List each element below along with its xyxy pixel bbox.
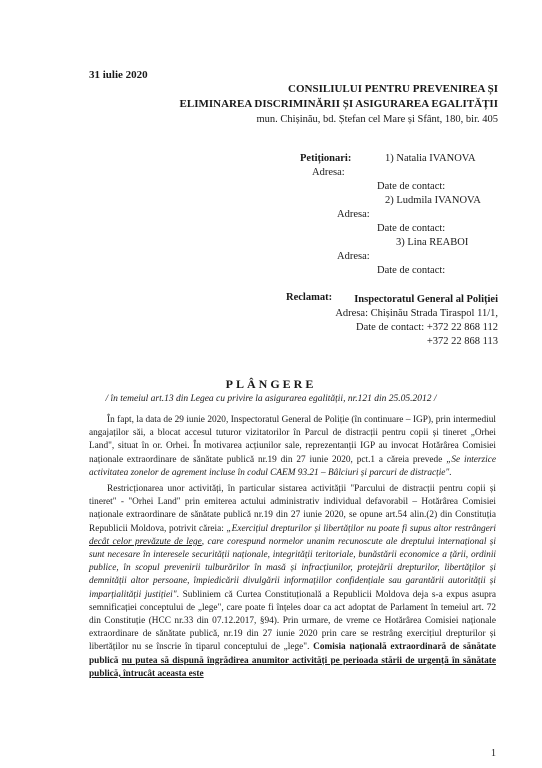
paragraph-2-text-2: . Subliniem că Curtea Constituțională a Republicii Moldova deja s-a expus asupra semnificației conceptului de „lege", care poate fi înțeles doar ca act adoptat de Parlament în temeiul art. 72 din Constituție (HCC nr.33 din 07.12.2017, §94). Prin urmare, de vreme ce Hotărârea Comisiei naționale extraordinare de sănătate publică, nr.19 din 27 iunie 2020 prin care se restrâng exercițiul drepturilor și libertăților nu se înscrie în tiparul conceptului de „lege". <box>89 589 496 653</box>
paragraph-2-quote-2: , care corespund normelor unanim recunoscute ale dreptului internațional și sunt necesare în interesele securității naționale, integrității teritoriale, bunăstării economice a țării, ordinii publice, în scopul prevenirii tulburărilor în masă și infracțiunilor, protejării drepturilor, libertăților și demnității altor persoane, împiedicării divulgării informațiilor confidențiale sau garantării autorității și imparțialității justiției" <box>89 536 496 600</box>
document-date: 31 iulie 2020 <box>89 69 148 81</box>
respondent-contact: Date de contact: +372 22 868 112 <box>356 322 498 333</box>
petitioner-1-contact-label: Date de contact: <box>377 181 446 192</box>
respondent-address: Adresa: Chișinău Strada Tiraspol 11/1, <box>335 308 498 319</box>
document-body <box>89 414 496 681</box>
recipient-line-1: CONSILIULUI PENTRU PREVENIREA ȘI <box>288 83 498 95</box>
respondent-label: Reclamat: <box>286 292 333 303</box>
recipient-address: mun. Chișinău, bd. Ștefan cel Mare și Sfânt, 180, bir. 405 <box>256 114 498 125</box>
page-number: 1 <box>491 748 496 759</box>
paragraph-2-bold-underlined: nu putea să dispună îngrădirea anumitor activități pe perioada stării de urgență în sănătate publică, întrucât aceasta este <box>89 655 496 679</box>
petitioner-3-address-label: Adresa: <box>337 251 370 262</box>
paragraph-2-text-1: Restricționarea unor activități, în particular sistarea activității "Parcului de distracții pentru copii și tineret" - "Orhei Land" prin emiterea actului administrativ individual defavorabil – Hotărârea Comisiei naționale extraordinare de sănătate publică nr.19 din 27 iunie 2020, se opune art.54 alin.(2) din Constituția Republicii Moldova, potrivit căreia: <box>89 484 496 534</box>
document-title: PLÂNGERE <box>225 377 317 391</box>
paragraph-1-text: În fapt, la data de 29 iunie 2020, Inspectoratul General de Poliție (în continuare – IGP), prin intermediul angajaților săi, a blocat accesul tuturor vizitatorilor în Parcul de distracții pentru copii și tineret „Orhei Land", situat în or. Orhei. În motivarea acțiunilor sale, reprezentanții IGP au invocat Hotărârea Comisiei naționale extraordinare de sănătate publică nr.19 din 27 iunie 2020, pct.1 a căreia prevede <box>89 415 496 465</box>
petitioner-1-address-label: Adresa: <box>312 167 345 178</box>
paragraph-1-quote: „Se interzice activitatea zonelor de agrement incluse în codul CAEM 93.21 – Bâlciuri și parcuri de distracție". <box>89 454 496 478</box>
recipient-line-2: ELIMINAREA DISCRIMINĂRII ȘI ASIGURAREA EGALITĂȚII <box>179 98 498 110</box>
paragraph-2-bold: Comisia națională extraordinară de sănătate publică <box>89 642 496 666</box>
paragraph-2-quote-underlined: decât celor prevăzute de lege <box>89 536 202 547</box>
respondent-name: Inspectoratul General al Poliției <box>354 294 498 305</box>
document-subtitle: / în temeiul art.13 din Legea cu privire la asigurarea egalității, nr.121 din 25.05.2012 / <box>105 394 437 404</box>
petitioners-label: Petiționari: <box>300 153 352 164</box>
petitioner-2-name: 2) Ludmila IVANOVA <box>385 195 481 206</box>
respondent-contact-2: +372 22 868 113 <box>426 336 498 347</box>
paragraph-2 <box>89 483 496 681</box>
petitioner-3-contact-label: Date de contact: <box>377 265 446 276</box>
petitioner-3-name: 3) Lina REABOI <box>396 237 469 248</box>
petitioner-2-address-label: Adresa: <box>337 209 370 220</box>
paragraph-1 <box>89 414 496 480</box>
petitioner-2-contact-label: Date de contact: <box>377 223 446 234</box>
petitioner-1-name: 1) Natalia IVANOVA <box>385 153 476 164</box>
paragraph-2-quote-1: „Exercițiul drepturilor și libertăților nu poate fi supus altor restrângeri <box>226 523 496 534</box>
